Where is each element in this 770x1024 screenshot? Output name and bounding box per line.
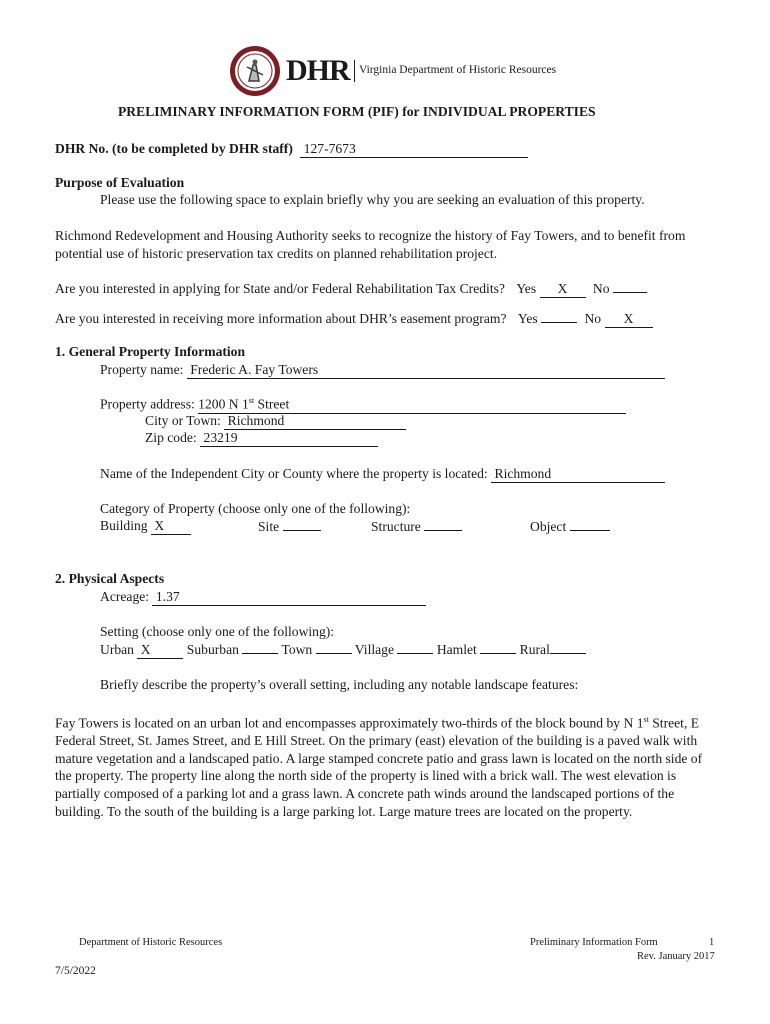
setting-urban-field[interactable]	[137, 642, 183, 659]
footer-revision: Rev. January 2017	[637, 951, 715, 962]
dhr-number-label: DHR No. (to be completed by DHR staff)	[55, 141, 293, 156]
address-number: 1200 N 1	[198, 396, 249, 412]
easement-yes-field[interactable]	[541, 310, 577, 323]
property-name-field[interactable]	[187, 362, 665, 379]
category-site-field[interactable]	[283, 518, 321, 531]
category-structure-field[interactable]	[424, 518, 462, 531]
setting-rural-field[interactable]	[550, 641, 586, 654]
tax-credit-yes-value: X	[557, 281, 568, 296]
setting-label: Setting (choose only one of the following):	[100, 624, 335, 639]
city-field[interactable]	[224, 413, 406, 430]
category-building-value: X	[154, 518, 165, 533]
dhr-logo-text: DHR	[286, 54, 350, 87]
city-value: Richmond	[227, 413, 285, 428]
easement-no-label: No	[584, 311, 602, 326]
property-address-field[interactable]	[198, 396, 626, 414]
category-building-label: Building	[100, 518, 148, 533]
category-structure	[371, 518, 462, 535]
setting-urban-label: Urban	[100, 642, 134, 657]
acreage-row	[100, 589, 426, 606]
setting-options	[100, 641, 586, 659]
setting-village-label: Village	[354, 642, 394, 657]
easement-no-field[interactable]	[605, 311, 653, 328]
property-address-label: Property address:	[100, 396, 195, 412]
acreage-label: Acreage:	[100, 589, 150, 604]
category-object-label: Object	[530, 519, 567, 534]
footer-left: Department of Historic Resources	[79, 937, 223, 948]
description-part-2: Street, E Federal Street, St. James Street, and E Hill Street. On the primary (east) elevation of the building is a paved walk with mature vegetation and a landscaped patio. A large stamped concrete patio and grass lawn is located on the north side of the property. The property line along the north side of the property is lined with a brick wall. The west elevation is partially composed of a parking lot and a grass lawn. A concrete path winds around the landscaped portions of the building. To the south of the building is a large parking lot. Large mature trees are located on the property.	[55, 715, 703, 819]
county-field[interactable]	[491, 466, 665, 483]
setting-village-field[interactable]	[397, 641, 433, 654]
zip-field[interactable]	[200, 430, 378, 447]
setting-suburban-label: Suburban	[186, 642, 239, 657]
tax-credit-no-field[interactable]	[613, 280, 647, 293]
category-structure-label: Structure	[371, 519, 421, 534]
property-name-row	[100, 362, 665, 379]
address-ordinal: st	[248, 396, 255, 405]
address-street: Street	[254, 396, 290, 412]
property-description	[55, 711, 715, 820]
form-title: PRELIMINARY INFORMATION FORM (PIF) for INDIVIDUAL PROPERTIES	[118, 104, 596, 119]
city-row	[145, 413, 406, 430]
category-building	[100, 518, 191, 535]
setting-rural-label: Rural	[519, 642, 550, 657]
physical-heading: 2. Physical Aspects	[55, 571, 165, 586]
zip-value: 23219	[203, 430, 238, 445]
tax-credit-question-text: Are you interested in applying for State and/or Federal Rehabilitation Tax Credits?	[55, 281, 505, 296]
tax-credit-yes-field[interactable]	[540, 281, 586, 298]
county-value: Richmond	[494, 466, 552, 481]
dhr-seal-icon	[229, 45, 281, 97]
purpose-heading: Purpose of Evaluation	[55, 175, 185, 190]
purpose-answer: Richmond Redevelopment and Housing Authority seeks to recognize the history of Fay Towers, and to benefit from potential use of historic preservation tax credits on planned rehabilitation project.	[55, 228, 686, 261]
setting-hamlet-label: Hamlet	[436, 642, 477, 657]
zip-row	[145, 430, 378, 447]
tax-credit-yes-label: Yes	[516, 281, 537, 296]
zip-label: Zip code:	[145, 430, 197, 445]
category-label: Category of Property (choose only one of the following):	[100, 501, 411, 516]
general-heading: 1. General Property Information	[55, 344, 246, 359]
purpose-instruction: Please use the following space to explain briefly why you are seeking an evaluation of this property.	[100, 192, 645, 207]
acreage-value: 1.37	[155, 589, 180, 604]
tax-credit-no-label: No	[592, 281, 610, 296]
dhr-number-value: 127-7673	[303, 141, 356, 156]
easement-yes-label: Yes	[517, 311, 538, 326]
property-name-label: Property name:	[100, 362, 184, 377]
describe-prompt: Briefly describe the property’s overall setting, including any notable landscape features:	[100, 677, 579, 692]
easement-question-text: Are you interested in receiving more information about DHR’s easement program?	[55, 311, 507, 326]
setting-urban-value: X	[140, 642, 151, 657]
property-address-row	[100, 396, 626, 414]
logo-divider	[354, 60, 355, 82]
category-object	[530, 518, 610, 535]
category-site-label: Site	[258, 519, 280, 534]
description-part-1: Fay Towers is located on an urban lot and encompasses approximately two-thirds of the block bound by N 1	[55, 715, 644, 731]
acreage-field[interactable]	[152, 589, 426, 606]
category-site	[258, 518, 321, 535]
category-object-field[interactable]	[570, 518, 610, 531]
setting-suburban-field[interactable]	[242, 641, 278, 654]
setting-town-label: Town	[281, 642, 313, 657]
city-label: City or Town:	[145, 413, 221, 428]
easement-no-value: X	[623, 311, 634, 326]
county-row	[100, 466, 665, 483]
setting-town-field[interactable]	[316, 641, 352, 654]
tax-credit-question	[55, 280, 647, 298]
dhr-number-row	[55, 141, 528, 158]
footer-right: Preliminary Information Form	[530, 937, 658, 948]
agency-name: Virginia Department of Historic Resources	[359, 64, 557, 76]
description-ordinal: st	[643, 715, 649, 724]
property-name-value: Frederic A. Fay Towers	[190, 362, 319, 377]
footer-date: 7/5/2022	[55, 965, 96, 977]
footer-page-number: 1	[709, 937, 715, 948]
county-label: Name of the Independent City or County where the property is located:	[100, 466, 488, 481]
easement-question	[55, 310, 653, 328]
category-building-field[interactable]	[151, 518, 191, 535]
setting-hamlet-field[interactable]	[480, 641, 516, 654]
